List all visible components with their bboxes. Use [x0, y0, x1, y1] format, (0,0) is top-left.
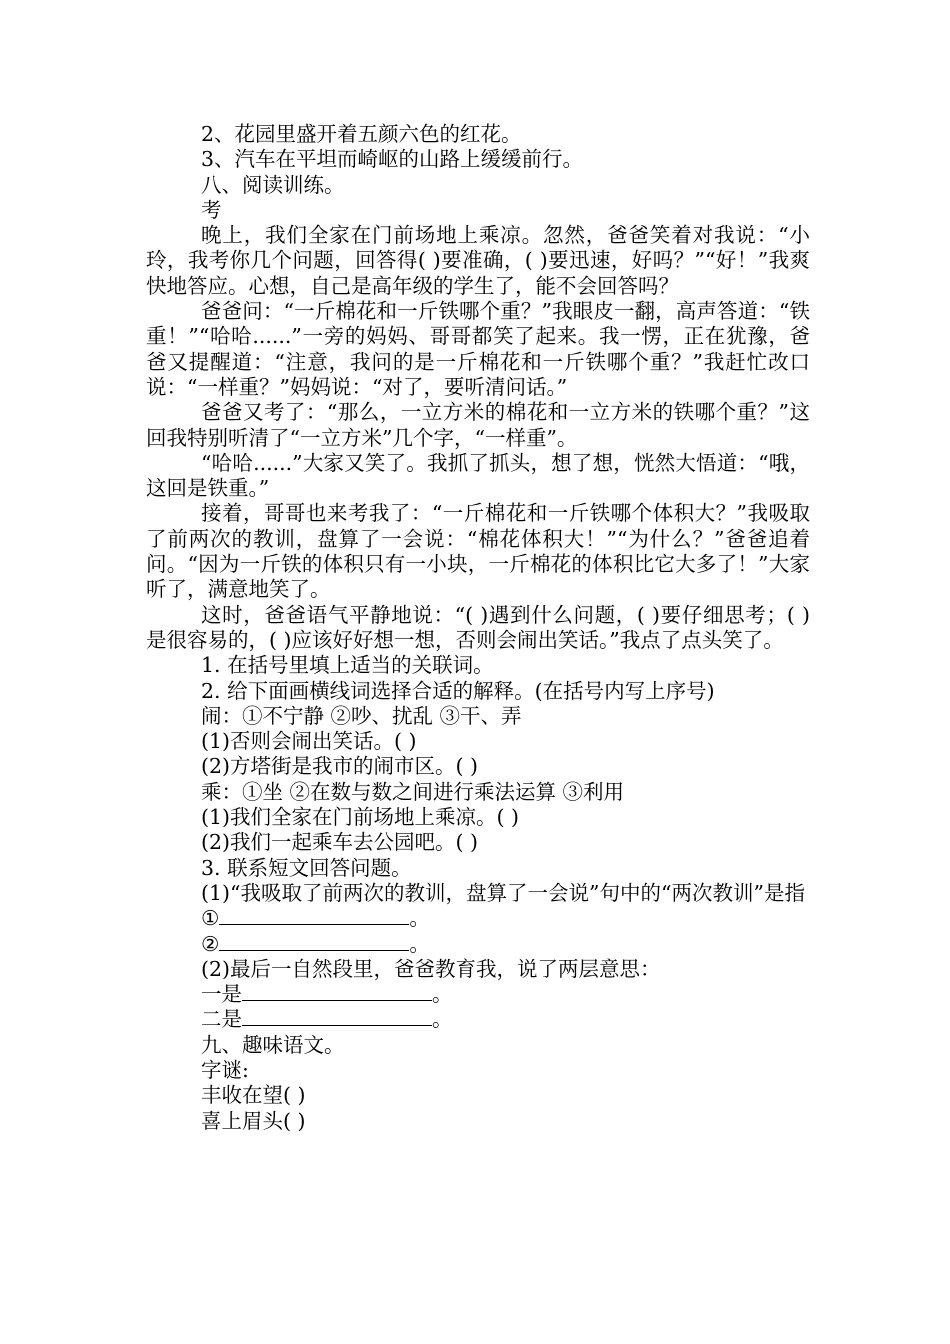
answer-blank-1[interactable]: [219, 906, 409, 925]
answer-line-1: [146, 906, 810, 931]
answer-label-3: 一是: [201, 982, 242, 1007]
question-1: 1. 在括号里填上适当的关联词。: [201, 653, 494, 678]
nao-item-2: (2)方塔街是我市的闹市区。( ): [201, 754, 479, 779]
question-3-2: (2)最后一自然段里，爸爸教育我，说了两层意思：: [201, 956, 661, 981]
answer-label-4: 二是: [201, 1007, 242, 1032]
story-title: 考: [201, 197, 222, 222]
story-paragraph-3: 爸爸又考了：“那么，一立方米的棉花和一立方米的铁哪个重？”这回我特别听清了“一立方米”几个字，“一样重”。: [146, 400, 810, 450]
nao-item-1: (1)否则会闹出笑话。( ): [201, 729, 417, 754]
question-3-1: (1)“我吸取了前两次的教训，盘算了一会说”句中的“两次教训”是指: [201, 880, 805, 905]
nao-definitions: 闹：①不宁静 ②吵、扰乱 ③干、弄: [201, 703, 522, 728]
answer-end-1: 。: [409, 906, 430, 931]
cheng-item-1: (1)我们全家在门前场地上乘凉。( ): [201, 805, 520, 830]
answer-line-2: [146, 932, 810, 957]
story-paragraph-2: 爸爸问：“一斤棉花和一斤铁哪个重？”我眼皮一翻，高声答道：“铁重！”“哈哈......”一旁的妈妈、哥哥都笑了起来。我一愣，正在犹豫，爸爸又提醒道：“注意，我问的是一斤棉花和一斤铁哪个重？”我赶忙改口说：“一样重？”妈妈说：“对了，要听清问话。”: [146, 299, 810, 399]
story-paragraph-5: 接着，哥哥也来考我了：“一斤棉花和一斤铁哪个体积大？”我吸取了前两次的教训，盘算了一会说：“棉花体积大！”“为什么？”爸爸追着问。“因为一斤铁的体积只有一小块，一斤棉花的体积比它大多了！”大家听了，满意地笑了。: [146, 501, 810, 602]
answer-blank-2[interactable]: [219, 932, 409, 951]
worksheet-page: [146, 122, 810, 1134]
answer-end-3: 。: [432, 982, 453, 1007]
section-8-heading: 八、阅读训练。: [201, 172, 345, 197]
cheng-item-2: (2)我们一起乘车去公园吧。( ): [201, 830, 479, 855]
story-paragraph-1: 晚上，我们全家在门前场地上乘凉。忽然，爸爸笑着对我说：“小玲，我考你几个问题，回答得( )要准确，( )要迅速，好吗？”“好！”我爽快地答应。心想，自己是高年级的学生了，能不会回答吗？: [146, 223, 810, 298]
question-3: 3. 联系短文回答问题。: [201, 855, 412, 880]
answer-end-4: 。: [432, 1007, 453, 1032]
answer-label-1: ①: [201, 906, 220, 931]
sentence-3: 3、汽车在平坦而崎岖的山路上缓缓前行。: [201, 147, 584, 172]
riddle-label: 字谜:: [201, 1057, 249, 1082]
story-paragraph-6: 这时，爸爸语气平静地说：“( )遇到什么问题，( )要仔细思考；( )是很容易的，( )应该好好想一想，否则会闹出笑话。”我点了点头笑了。: [146, 602, 810, 652]
answer-blank-4[interactable]: [242, 1007, 432, 1026]
riddle-2: 喜上眉头( ): [201, 1108, 306, 1133]
answer-line-3: [146, 982, 810, 1007]
answer-end-2: 。: [409, 931, 430, 956]
section-9-heading: 九、趣味语文。: [201, 1032, 345, 1057]
answer-blank-3[interactable]: [242, 982, 432, 1001]
answer-line-4: [146, 1007, 810, 1032]
answer-label-2: ②: [201, 931, 220, 956]
sentence-2: 2、花园里盛开着五颜六色的红花。: [201, 122, 522, 146]
story-paragraph-4: “哈哈......”大家又笑了。我抓了抓头，想了想，恍然大悟道：“哦，这回是铁重。”: [146, 450, 810, 501]
riddle-1: 丰收在望( ): [201, 1083, 306, 1108]
question-2: 2. 给下面画横线词选择合适的解释。(在括号内写上序号): [201, 678, 715, 703]
cheng-definitions: 乘：①坐 ②在数与数之间进行乘法运算 ③利用: [201, 779, 625, 804]
